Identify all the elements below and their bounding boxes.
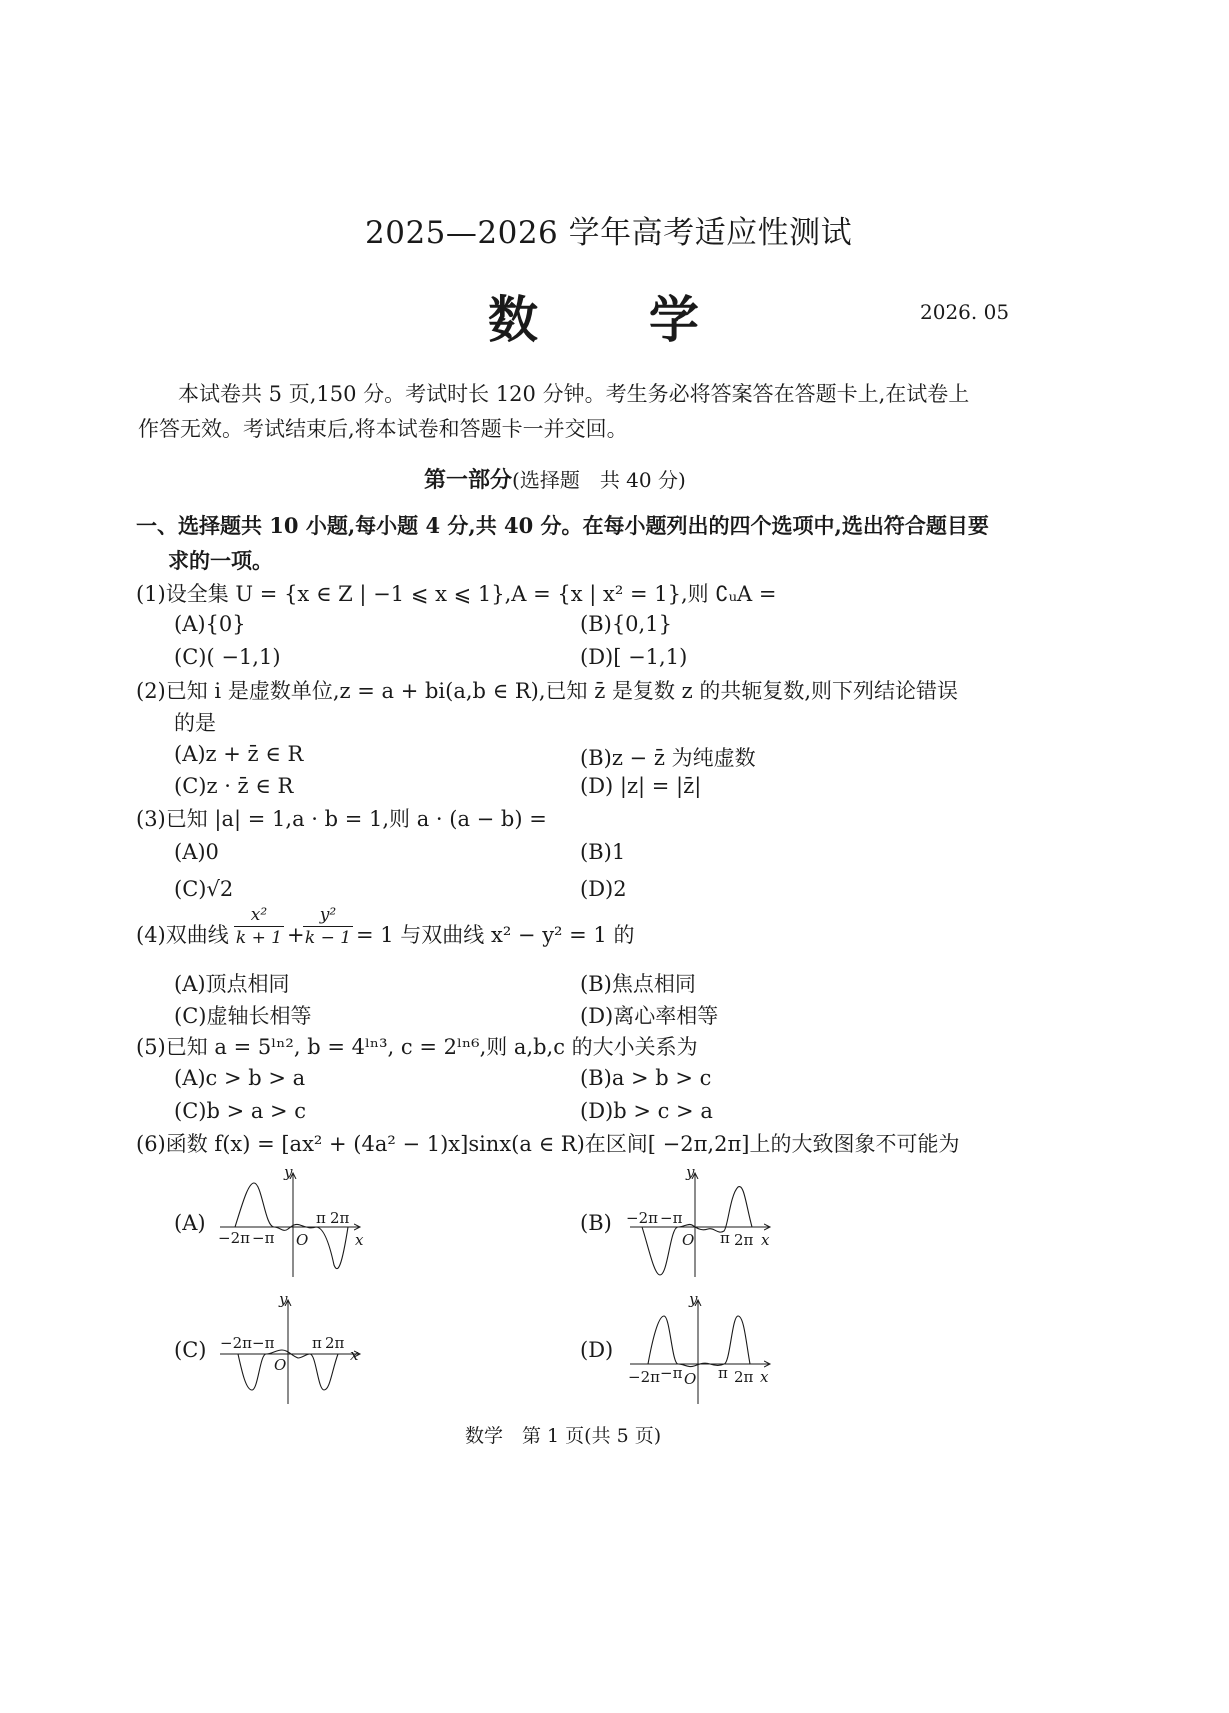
tick-neg-2pi: −2π xyxy=(628,1368,660,1386)
q5-option-a: (A)c > b > a xyxy=(174,1066,306,1090)
q3-option-d: (D)2 xyxy=(580,877,627,901)
q2-option-a: (A)z + z̄ ∈ R xyxy=(174,742,304,766)
y-label: y xyxy=(284,1163,293,1181)
q6-option-a: (A) xyxy=(174,1211,206,1235)
tick-neg-2pi: −2π xyxy=(218,1229,250,1247)
subject-char-2: 学 xyxy=(648,290,701,349)
y-label: y xyxy=(279,1290,288,1308)
tick-pi: π xyxy=(720,1229,730,1247)
q4-frac1-den: k + 1 xyxy=(235,928,283,948)
x-label: x xyxy=(355,1231,364,1249)
part-name: 第一部分 xyxy=(424,467,513,493)
tick-2pi: 2π xyxy=(734,1231,754,1249)
tick-neg-2pi: −2π xyxy=(220,1334,252,1352)
q4-frac2-num: y² xyxy=(303,905,353,927)
q1-option-b: (B){0,1} xyxy=(580,612,672,636)
y-label: y xyxy=(689,1290,698,1308)
tick-neg-pi: −π xyxy=(660,1209,683,1227)
q3-option-c: (C)√2 xyxy=(174,877,234,901)
x-label: x xyxy=(760,1368,769,1386)
q1-option-a: (A){0} xyxy=(174,612,246,636)
section-heading-line-1: 一、选择题共 10 小题,每小题 4 分,共 40 分。在每小题列出的四个选项中,选出符合题目要 xyxy=(136,513,989,538)
tick-neg-2pi: −2π xyxy=(626,1209,658,1227)
q4-fraction-2 xyxy=(303,905,353,948)
q2-option-b: (B)z − z̄ 为纯虚数 xyxy=(580,746,756,770)
q1-option-d: (D)[ −1,1) xyxy=(580,645,688,669)
q5-option-d: (D)b > c > a xyxy=(580,1099,713,1123)
q4-plus: + xyxy=(287,923,305,947)
section-heading-line-2: 求的一项。 xyxy=(168,548,273,573)
q4-option-c: (C)虚轴长相等 xyxy=(174,1004,312,1028)
q3-option-b: (B)1 xyxy=(580,840,626,864)
q6-option-b: (B) xyxy=(580,1211,612,1235)
q4-option-b: (B)焦点相同 xyxy=(580,972,696,996)
q4-option-d: (D)离心率相等 xyxy=(580,1004,719,1028)
origin-label: O xyxy=(274,1356,287,1374)
question-6-stem: (6)函数 f(x) = [ax² + (4a² − 1)x]sinx(a ∈ R)在区间[ −2π,2π]上的大致图象不可能为 xyxy=(136,1132,960,1156)
question-5-stem: (5)已知 a = 5ˡⁿ², b = 4ˡⁿ³, c = 2ˡⁿ⁶,则 a,b,c 的大小关系为 xyxy=(136,1035,698,1059)
tick-2pi: 2π xyxy=(330,1209,350,1227)
tick-pi: π xyxy=(316,1209,326,1227)
q2-option-c: (C)z · z̄ ∈ R xyxy=(174,774,294,798)
question-3-stem: (3)已知 |a| = 1,a · b = 1,则 a · (a − b) = xyxy=(136,807,547,831)
x-label: x xyxy=(350,1346,359,1364)
q3-option-a: (A)0 xyxy=(174,840,219,864)
part-subtitle: (选择题 共 40 分) xyxy=(512,468,686,492)
page-footer: 数学 第 1 页(共 5 页) xyxy=(465,1425,662,1447)
question-4-suffix: = 1 与双曲线 x² − y² = 1 的 xyxy=(356,923,635,947)
q6-graph-c xyxy=(210,1292,380,1407)
q5-option-b: (B)a > b > c xyxy=(580,1066,712,1090)
tick-2pi: 2π xyxy=(734,1368,754,1386)
tick-neg-pi: −π xyxy=(252,1334,275,1352)
instructions-line-1: 本试卷共 5 页,150 分。考试时长 120 分钟。考生务必将答案答在答题卡上,在试卷上 xyxy=(178,382,970,406)
q5-option-c: (C)b > a > c xyxy=(174,1099,307,1123)
q2-option-d: (D) |z| = |z̄| xyxy=(580,774,702,798)
curve xyxy=(648,1316,750,1367)
q6-option-c: (C) xyxy=(174,1338,207,1362)
tick-neg-pi: −π xyxy=(252,1229,275,1247)
exam-date: 2026. 05 xyxy=(920,300,1010,324)
question-2-stem-line-1: (2)已知 i 是虚数单位,z = a + bi(a,b ∈ R),已知 z̄ 是复数 z 的共轭复数,则下列结论错误 xyxy=(136,679,959,703)
question-4-prefix: (4)双曲线 xyxy=(136,923,229,947)
subject-char-1: 数 xyxy=(488,290,540,349)
q6-graph-d xyxy=(620,1292,790,1407)
origin-label: O xyxy=(682,1231,695,1249)
instructions-line-2: 作答无效。考试结束后,将本试卷和答题卡一并交回。 xyxy=(138,417,628,441)
tick-neg-pi: −π xyxy=(660,1364,683,1382)
question-2-stem-line-2: 的是 xyxy=(174,711,216,735)
tick-pi: π xyxy=(312,1334,322,1352)
question-1-stem: (1)设全集 U = {x ∈ Z | −1 ⩽ x ⩽ 1},A = {x | x² = 1},则 ∁ᵤA = xyxy=(136,582,777,606)
origin-label: O xyxy=(684,1370,697,1388)
q1-option-c: (C)( −1,1) xyxy=(174,645,281,669)
q4-frac1-num: x² xyxy=(234,905,284,927)
q4-fraction-1 xyxy=(234,905,284,948)
origin-label: O xyxy=(296,1231,309,1249)
q4-option-a: (A)顶点相同 xyxy=(174,972,290,996)
tick-2pi: 2π xyxy=(325,1334,345,1352)
x-label: x xyxy=(761,1231,770,1249)
part-title xyxy=(424,463,686,494)
q6-option-d: (D) xyxy=(580,1338,614,1362)
q4-frac2-den: k − 1 xyxy=(304,928,352,948)
subject-title xyxy=(488,280,701,352)
q6-graph-b xyxy=(620,1165,790,1280)
exam-title: 2025—2026 学年高考适应性测试 xyxy=(365,215,853,251)
tick-pi: π xyxy=(718,1364,728,1382)
q6-graph-a xyxy=(210,1165,380,1280)
y-label: y xyxy=(686,1163,695,1181)
